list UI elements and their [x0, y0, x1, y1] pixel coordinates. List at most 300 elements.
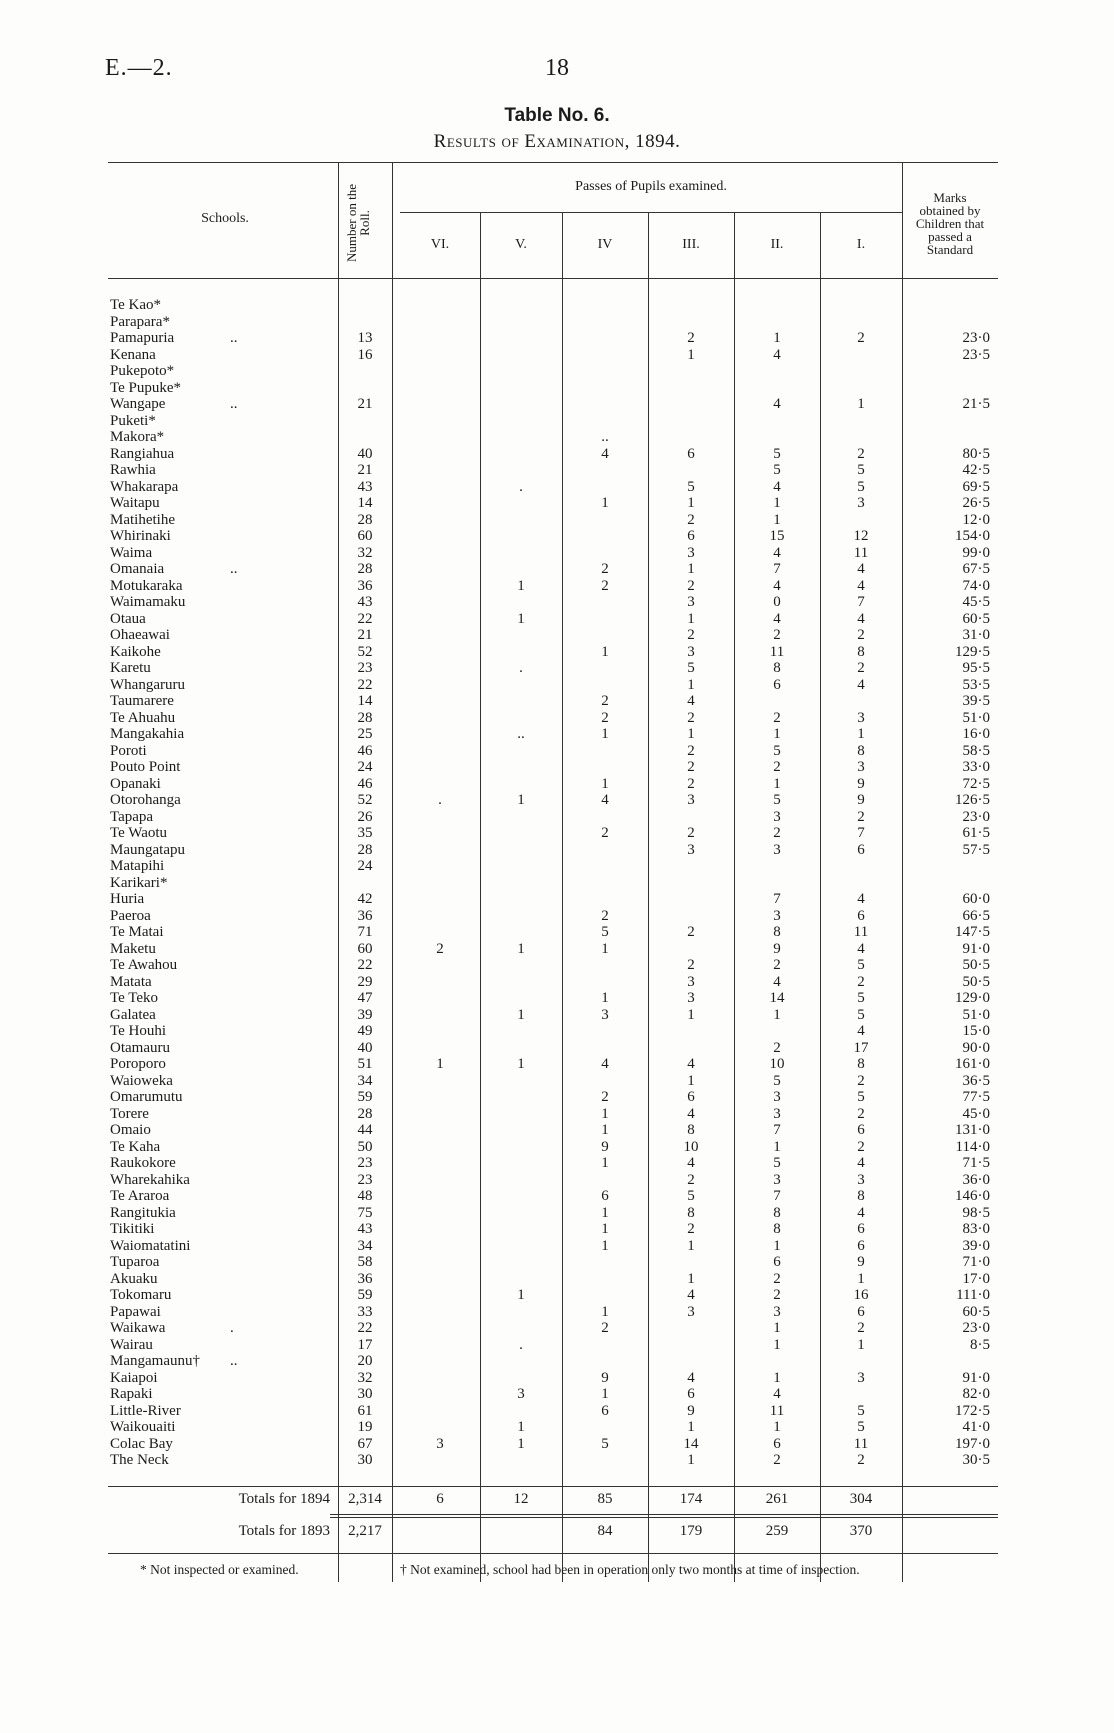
totals-ii: 261 — [765, 1491, 789, 1507]
passes-iii: 2 — [687, 1171, 695, 1188]
table-row — [0, 743, 1114, 760]
passes-iv: 2 — [601, 907, 609, 924]
marks-header-line: Standard — [926, 242, 974, 257]
roll-count: 52 — [357, 792, 373, 808]
passes-i: 5 — [857, 1089, 865, 1105]
passes-i: 9 — [857, 792, 865, 808]
roll-count: 36 — [357, 1270, 373, 1287]
roll-count: 32 — [357, 544, 373, 561]
roll-count: 24 — [357, 759, 373, 775]
totals-roll: 2,217 — [348, 1523, 382, 1539]
passes-iv: 9 — [601, 1369, 609, 1386]
marks-value: 99·0 — [962, 544, 990, 561]
passes-i: 4 — [857, 940, 865, 957]
roll-count: 59 — [357, 1089, 373, 1105]
passes-iv: 1 — [601, 940, 609, 957]
passes-i: 4 — [857, 577, 865, 594]
school-name: Waitapu — [110, 495, 160, 511]
table-row — [0, 1337, 1114, 1354]
marks-value: 146·0 — [955, 1188, 990, 1204]
passes-iii: 3 — [687, 1303, 695, 1320]
school-name: Opanaki — [110, 775, 161, 792]
totals-label: Totals for 1893 — [238, 1523, 330, 1539]
table-row — [0, 1436, 1114, 1453]
passes-iv: 3 — [601, 1006, 609, 1023]
marks-value: 91·0 — [962, 940, 990, 957]
roll-count: 67 — [357, 1435, 373, 1452]
table-row — [0, 396, 1114, 413]
roll-count: 19 — [357, 1419, 373, 1435]
passes-ii: 1 — [773, 1369, 781, 1386]
totals-bottom-rule — [108, 1553, 998, 1554]
passes-i: 5 — [857, 478, 865, 495]
table-row — [0, 1419, 1114, 1436]
passes-ii: 8 — [773, 1204, 781, 1221]
roll-count: 21 — [357, 627, 373, 643]
passes-iii: 2 — [687, 627, 695, 643]
passes-ii: 1 — [773, 330, 781, 346]
school-name: Colac Bay — [110, 1435, 173, 1452]
totals-i: 304 — [849, 1491, 873, 1507]
passes-iii: 5 — [687, 660, 695, 676]
roll-count: 52 — [357, 643, 373, 660]
passes-i: 16 — [853, 1287, 869, 1303]
table-row — [0, 875, 1114, 892]
passes-i: 4 — [857, 1204, 865, 1221]
table-row — [0, 858, 1114, 875]
school-name: Puketi* — [110, 412, 156, 429]
passes-iv: .. — [601, 429, 609, 445]
passes-i: 1 — [857, 726, 865, 742]
passes-ii: 4 — [773, 973, 781, 990]
passes-ii: 2 — [773, 759, 781, 775]
table-row — [0, 512, 1114, 529]
passes-i: 2 — [857, 1072, 865, 1089]
passes-iii: 8 — [687, 1204, 695, 1221]
school-name: Tokomaru — [110, 1287, 172, 1303]
passes-i: 3 — [857, 759, 865, 775]
passes-ii: 1 — [773, 1138, 781, 1155]
marks-value: 45·5 — [962, 594, 990, 610]
passes-i: 7 — [857, 594, 865, 610]
table-row — [0, 413, 1114, 430]
marks-value: 74·0 — [962, 577, 990, 594]
table-row — [0, 1155, 1114, 1172]
passes-iv: 1 — [601, 1155, 609, 1171]
passes-v: 1 — [517, 940, 525, 957]
marks-value: 82·0 — [962, 1386, 990, 1402]
marks-value: 111·0 — [956, 1287, 990, 1303]
table-row — [0, 776, 1114, 793]
school-name: Taumarere — [110, 693, 174, 709]
school-name: Pouto Point — [110, 759, 181, 775]
table-row — [0, 891, 1114, 908]
passes-iv: 2 — [601, 1320, 609, 1336]
table-row — [0, 545, 1114, 562]
footnote-star: * Not inspected or examined. — [140, 1562, 299, 1577]
school-name: Poroti — [110, 742, 147, 759]
passes-v: 3 — [517, 1386, 525, 1402]
table-row — [0, 825, 1114, 842]
marks-value: 15·0 — [962, 1023, 990, 1039]
school-name: Waikouaiti — [110, 1419, 176, 1435]
passes-ii: 4 — [773, 544, 781, 561]
roll-count: 40 — [357, 1039, 373, 1056]
roll-count: 32 — [357, 1369, 373, 1386]
marks-header-line: Children that — [915, 216, 985, 231]
roll-count: 75 — [357, 1204, 373, 1221]
marks-value: 36·5 — [962, 1072, 990, 1089]
marks-value: 147·5 — [955, 924, 990, 940]
passes-iv: 2 — [601, 709, 609, 726]
passes-iii: 3 — [687, 544, 695, 561]
roll-count: 42 — [357, 891, 373, 907]
table-row — [0, 644, 1114, 661]
school-name: Te Pupuke* — [110, 379, 182, 396]
passes-iii: 14 — [683, 1435, 699, 1452]
totals-top-rule — [108, 1486, 998, 1487]
school-name: Wairau — [110, 1336, 153, 1353]
table-row — [0, 1122, 1114, 1139]
passes-iii: 6 — [687, 1089, 695, 1105]
passes-iii: 5 — [687, 1188, 695, 1204]
passes-i: 2 — [857, 330, 865, 346]
school-name: Te Kao* — [110, 297, 162, 313]
passes-v: 1 — [517, 1056, 525, 1072]
passes-iii: 2 — [687, 330, 695, 346]
roll-count: 16 — [357, 346, 373, 363]
marks-value: 12·0 — [962, 511, 990, 528]
passes-i: 9 — [857, 1254, 865, 1270]
totals-1894-row — [0, 1490, 1114, 1508]
school-name: Kaiapoi — [110, 1369, 158, 1386]
passes-i: 12 — [853, 528, 869, 544]
totals-iii: 174 — [679, 1491, 703, 1507]
roll-count: 22 — [357, 610, 373, 627]
school-name: Galatea — [110, 1006, 156, 1023]
passes-i: 6 — [857, 1237, 865, 1254]
passes-iii: 3 — [687, 973, 695, 990]
school-name: Rangitukia — [110, 1204, 176, 1221]
school-name: Pukepoto* — [110, 363, 175, 379]
school-name: The Neck — [110, 1452, 169, 1468]
roll-count: 14 — [357, 693, 373, 709]
passes-iii: 2 — [687, 709, 695, 726]
roll-count: 29 — [357, 973, 373, 990]
passes-iii: 2 — [687, 577, 695, 594]
table-row — [0, 1320, 1114, 1337]
passes-i: 5 — [857, 957, 865, 973]
passes-ii: 5 — [773, 1155, 781, 1171]
footnote-dagger: † Not examined, school had been in operation only two months at time of inspection. — [400, 1562, 860, 1577]
passes-iii: 4 — [687, 1056, 695, 1072]
std-i-header: I. — [856, 237, 866, 252]
passes-iii: 2 — [687, 957, 695, 973]
totals-mid-rule-2 — [330, 1517, 998, 1518]
school-name: Torere — [110, 1105, 149, 1122]
passes-i: 3 — [857, 709, 865, 726]
roll-count: 60 — [357, 528, 373, 544]
passes-ii: 2 — [773, 1287, 781, 1303]
table-row — [0, 1106, 1114, 1123]
passes-ii: 4 — [773, 396, 781, 412]
passes-i: 2 — [857, 1138, 865, 1155]
passes-i: 4 — [857, 1023, 865, 1039]
marks-value: 8·5 — [970, 1336, 990, 1353]
passes-vi: 1 — [436, 1056, 444, 1072]
roll-count: 28 — [357, 1105, 373, 1122]
passes-ii: 6 — [773, 1435, 781, 1452]
marks-value: 129·5 — [955, 643, 990, 660]
school-name: Otorohanga — [110, 792, 181, 808]
table-row — [0, 1205, 1114, 1222]
table-row — [0, 660, 1114, 677]
marks-value: 53·5 — [962, 676, 990, 693]
passes-iv: 1 — [601, 1204, 609, 1221]
roll-count: 47 — [357, 990, 373, 1006]
table-row — [0, 1238, 1114, 1255]
table-row — [0, 957, 1114, 974]
marks-value: 197·0 — [955, 1435, 990, 1452]
passes-iii: 6 — [687, 1386, 695, 1402]
passes-ii: 1 — [773, 1320, 781, 1336]
roll-count: 44 — [357, 1122, 373, 1138]
table-row — [0, 578, 1114, 595]
table-row — [0, 347, 1114, 364]
school-name: Te Matai — [110, 924, 164, 940]
roll-count: 20 — [357, 1353, 373, 1369]
marks-value: 57·5 — [962, 841, 990, 858]
passes-v: 1 — [517, 1435, 525, 1452]
passes-ii: 5 — [773, 445, 781, 462]
passes-ii: 11 — [769, 643, 785, 660]
table-row — [0, 297, 1114, 314]
passes-ii: 1 — [773, 511, 781, 528]
school-name: Te Teko — [110, 990, 159, 1006]
passes-iv: 2 — [601, 825, 609, 841]
table-row — [0, 363, 1114, 380]
marks-value: 95·5 — [962, 660, 990, 676]
passes-iii: 1 — [687, 346, 695, 363]
leader-dots: .. — [230, 1353, 238, 1369]
table-row — [0, 1023, 1114, 1040]
marks-value: 67·5 — [962, 561, 990, 577]
marks-value: 33·0 — [962, 759, 990, 775]
school-name: Mangamaunu† — [110, 1353, 200, 1369]
passes-ii: 4 — [773, 1386, 781, 1402]
totals-1893-row — [0, 1522, 1114, 1540]
passes-ii: 1 — [773, 726, 781, 742]
table-row — [0, 314, 1114, 331]
roll-count: 24 — [357, 858, 373, 874]
table-subtitle: Results of Examination, 1894. — [433, 131, 681, 152]
marks-value: 154·0 — [955, 528, 990, 544]
passes-i: 11 — [853, 544, 869, 561]
table-row — [0, 693, 1114, 710]
marks-value: 50·5 — [962, 957, 990, 973]
school-name: Papawai — [110, 1303, 161, 1320]
passes-iv: 2 — [601, 577, 609, 594]
passes-iv: 5 — [601, 1435, 609, 1452]
passes-iii: 1 — [687, 1270, 695, 1287]
passes-i: 1 — [857, 396, 865, 412]
table-row — [0, 1304, 1114, 1321]
roll-count: 46 — [357, 775, 373, 792]
passes-i: 11 — [853, 924, 869, 940]
table-row — [0, 1139, 1114, 1156]
roll-count: 28 — [357, 561, 373, 577]
passes-v: 1 — [517, 1287, 525, 1303]
marks-value: 114·0 — [955, 1138, 990, 1155]
school-name: Wharekahika — [110, 1171, 190, 1188]
passes-i: 2 — [857, 1452, 865, 1468]
passes-ii: 7 — [773, 891, 781, 907]
passes-iv: 2 — [601, 1089, 609, 1105]
passes-i: 2 — [857, 973, 865, 990]
passes-iii: 3 — [687, 643, 695, 660]
passes-ii: 10 — [769, 1056, 785, 1072]
school-name: Ohaeawai — [110, 627, 170, 643]
passes-v: . — [519, 478, 523, 495]
passes-ii: 8 — [773, 1221, 781, 1237]
school-name: Rapaki — [110, 1386, 153, 1402]
roll-count: 71 — [357, 924, 373, 940]
passes-iv: 1 — [601, 1105, 609, 1122]
school-name: Matapihi — [110, 858, 165, 874]
passes-i: 4 — [857, 610, 865, 627]
roll-count: 36 — [357, 577, 373, 594]
passes-iii: 1 — [687, 1419, 695, 1435]
marks-value: 131·0 — [955, 1122, 990, 1138]
totals-ii: 259 — [765, 1523, 789, 1539]
table-row — [0, 1353, 1114, 1370]
passes-i: 8 — [857, 1188, 865, 1204]
roll-count: 36 — [357, 907, 373, 924]
table-row — [0, 1287, 1114, 1304]
passes-ii: 8 — [773, 660, 781, 676]
passes-iii: 1 — [687, 1237, 695, 1254]
school-name: Waima — [110, 544, 153, 561]
table-row — [0, 528, 1114, 545]
school-name: Little-River — [110, 1402, 181, 1419]
passes-iv: 5 — [601, 924, 609, 940]
passes-i: 5 — [857, 1402, 865, 1419]
passes-ii: 3 — [773, 841, 781, 858]
passes-i: 2 — [857, 627, 865, 643]
table-row — [0, 495, 1114, 512]
school-name: Whakarapa — [110, 478, 179, 495]
passes-ii: 3 — [773, 907, 781, 924]
std-iii-header: III. — [682, 237, 700, 252]
roll-count: 23 — [357, 1155, 373, 1171]
roll-count: 23 — [357, 660, 373, 676]
school-name: Te Waotu — [110, 825, 168, 841]
passes-ii: 2 — [773, 825, 781, 841]
school-name: Omanaia — [110, 561, 165, 577]
school-name: Te Kaha — [110, 1138, 161, 1155]
passes-i: 2 — [857, 445, 865, 462]
marks-value: 42·5 — [962, 462, 990, 478]
table-row — [0, 974, 1114, 991]
passes-ii: 5 — [773, 792, 781, 808]
school-name: Matata — [110, 973, 152, 990]
roll-count: 22 — [357, 1320, 373, 1336]
table-row — [0, 611, 1114, 628]
school-name: Whirinaki — [110, 528, 171, 544]
table-row — [0, 429, 1114, 446]
passes-ii: 5 — [773, 1072, 781, 1089]
passes-ii: 2 — [773, 627, 781, 643]
roll-count: 21 — [357, 396, 373, 412]
marks-value: 23·0 — [962, 330, 990, 346]
school-name: Paeroa — [110, 907, 151, 924]
roll-count: 25 — [357, 726, 373, 742]
passes-iv: 4 — [601, 1056, 609, 1072]
table-row — [0, 1040, 1114, 1057]
std-iv-header: IV — [597, 237, 613, 252]
roll-count: 28 — [357, 841, 373, 858]
marks-value: 98·5 — [962, 1204, 990, 1221]
passes-iii: 4 — [687, 1105, 695, 1122]
passes-iii: 2 — [687, 511, 695, 528]
passes-iv: 9 — [601, 1138, 609, 1155]
table-title: Table No. 6. — [504, 105, 610, 126]
table-row — [0, 1089, 1114, 1106]
passes-ii: 2 — [773, 1270, 781, 1287]
totals-iv: 84 — [597, 1523, 613, 1539]
school-name: Whangaruru — [110, 676, 185, 693]
passes-i: 7 — [857, 825, 865, 841]
passes-v: 1 — [517, 1419, 525, 1435]
passes-ii: 1 — [773, 1006, 781, 1023]
table-row — [0, 792, 1114, 809]
school-name: Parapara* — [110, 313, 170, 330]
table-row — [0, 1188, 1114, 1205]
table-row — [0, 1221, 1114, 1238]
totals-label: Totals for 1894 — [238, 1491, 330, 1507]
passes-i: 4 — [857, 676, 865, 693]
passes-i: 6 — [857, 907, 865, 924]
marks-value: 51·0 — [962, 709, 990, 726]
table-row — [0, 1271, 1114, 1288]
school-name: Tuparoa — [110, 1254, 160, 1270]
table-row — [0, 561, 1114, 578]
passes-iii: 2 — [687, 825, 695, 841]
marks-value: 60·0 — [962, 891, 990, 907]
school-name: Poroporo — [110, 1056, 166, 1072]
roll-count: 43 — [357, 478, 373, 495]
table-row — [0, 627, 1114, 644]
table-row — [0, 842, 1114, 859]
leader-dots: .. — [230, 396, 238, 412]
roll-count: 39 — [357, 1006, 373, 1023]
roll-count: 34 — [357, 1237, 373, 1254]
roll-count: 50 — [357, 1138, 373, 1155]
passes-iii: 2 — [687, 1221, 695, 1237]
table-row — [0, 462, 1114, 479]
passes-ii: 14 — [769, 990, 785, 1006]
passes-iii: 6 — [687, 445, 695, 462]
passes-i: 8 — [857, 1056, 865, 1072]
schools-header: Schools. — [201, 211, 249, 226]
totals-mid-rule — [330, 1514, 998, 1515]
school-name: Karetu — [110, 660, 151, 676]
school-name: Otamauru — [110, 1039, 170, 1056]
marks-value: 71·0 — [962, 1254, 990, 1270]
passes-iii: 4 — [687, 1287, 695, 1303]
table-row — [0, 941, 1114, 958]
passes-iv: 1 — [601, 1237, 609, 1254]
